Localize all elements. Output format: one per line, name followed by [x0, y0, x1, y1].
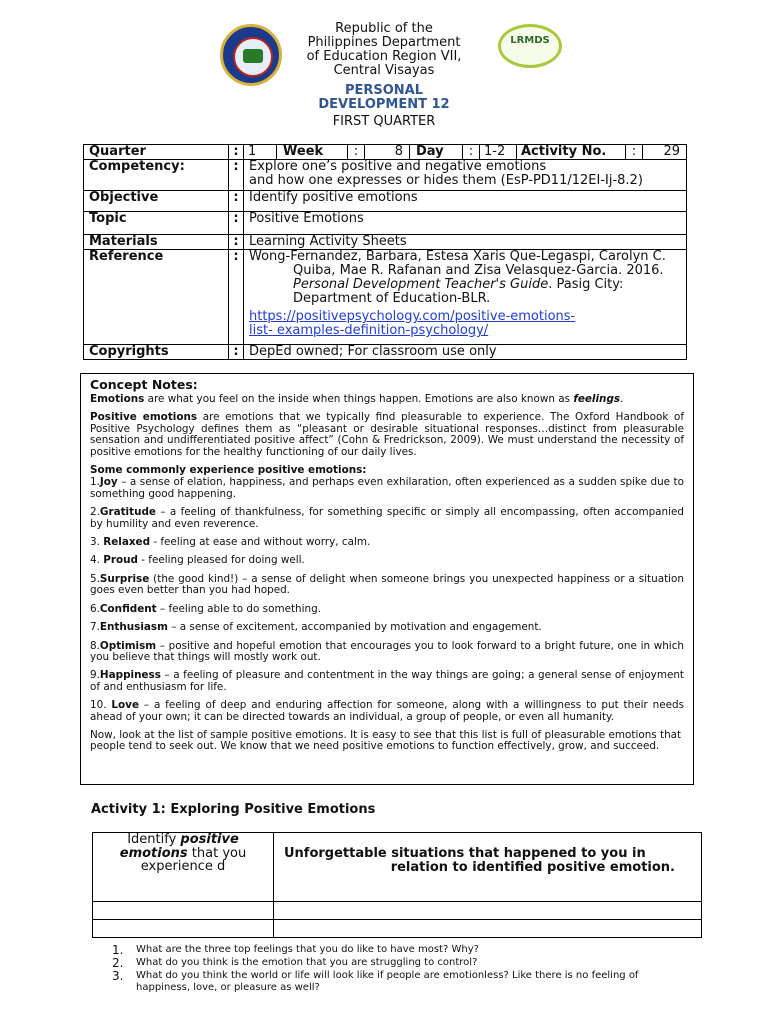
copyrights-label: Copyrights — [84, 345, 229, 360]
header-line: of Education Region VII, — [306, 49, 462, 64]
concept-closing: Now, look at the list of sample positive emotions. It is easy to see that this list is full of pleasurable emotions that people tend to seek out. We know that we need positive emotions to function effectively, grow, and succeed. — [90, 728, 682, 753]
seal-inner-icon — [233, 37, 273, 77]
quarter-row-values — [244, 145, 687, 160]
item-term: Confident — [99, 602, 157, 615]
colon: : — [229, 145, 244, 160]
list-item — [90, 670, 684, 693]
topic-label: Topic — [84, 212, 229, 235]
week-label: Week — [277, 145, 348, 159]
table-row — [244, 145, 686, 159]
reference-label: Reference — [84, 250, 229, 345]
question-number: 2. — [112, 956, 124, 970]
emotion-answer-cell[interactable] — [93, 920, 274, 938]
lesson-info-table — [83, 144, 687, 360]
competency-line: Explore one’s positive and negative emotions — [249, 159, 547, 174]
item-term: Relaxed — [103, 536, 151, 549]
table-row — [84, 345, 687, 360]
item-number: 2. — [90, 506, 100, 519]
colon: : — [626, 145, 643, 159]
quarter-heading: FIRST QUARTER — [332, 114, 436, 129]
list-item — [90, 700, 684, 723]
item-number: 7. — [90, 621, 100, 634]
colon: : — [229, 212, 244, 235]
competency-line: and how one expresses or hides them (EsP-PD11/12EI-Ij-8.2) — [249, 173, 643, 188]
concept-notes-title: Concept Notes: — [90, 377, 198, 392]
reference-link[interactable]: https://positivepsychology.com/positive-emotions- — [249, 309, 576, 324]
item-number: 10. — [90, 699, 112, 712]
table-row — [84, 212, 687, 235]
item-term: Optimism — [99, 639, 157, 652]
term: positive emotions — [119, 832, 239, 861]
deped-seal-logo — [220, 24, 282, 86]
item-number: 1. — [90, 476, 100, 489]
item-text: – a sense of excitement, accompanied by motivation and engagement. — [167, 621, 542, 634]
list-item — [112, 970, 672, 994]
situation-answer-cell[interactable] — [274, 920, 702, 938]
question-text: What do you think the world or life will look like if people are emotionless? Like there is no feeling of happiness, love, or pleasure as well? — [136, 970, 639, 993]
header-line: Unforgettable situations that happened to you in — [284, 846, 646, 861]
subject-title-line: DEVELOPMENT 12 — [318, 97, 450, 112]
colon: : — [229, 250, 244, 345]
question-text: What are the three top feelings that you do like to have most? Why? — [136, 944, 479, 955]
activity-number-value: 29 — [663, 144, 680, 159]
item-number: 5. — [90, 572, 100, 585]
day-value: 1-2 — [480, 145, 517, 159]
list-item — [112, 944, 672, 956]
quarter-subtable — [244, 145, 686, 159]
reference-line: Quiba, Mae R. Rafanan and Zisa Velasquez-Garcia. 2016. — [293, 263, 664, 278]
item-number: 6. — [90, 602, 100, 615]
activity-header-situation — [274, 833, 702, 902]
header-line: Philippines Department — [307, 35, 461, 50]
reference-line: Wong-Fernandez, Barbara, Estesa Xaris Que-Legaspi, Carolyn C. — [249, 249, 666, 264]
list-heading: Some commonly experience positive emotions: — [90, 464, 367, 477]
positive-emotions-definition — [90, 412, 684, 458]
question-number: 1. — [112, 943, 124, 957]
table-row — [84, 145, 687, 160]
header-line: Republic of the — [335, 21, 433, 36]
emotion-answer-cell[interactable] — [93, 902, 274, 920]
colon: : — [229, 191, 244, 212]
reference-line-group — [249, 278, 681, 292]
item-term: Enthusiasm — [99, 621, 168, 634]
list-item — [90, 641, 684, 664]
header-line: Central Visayas — [333, 63, 435, 78]
materials-label: Materials — [84, 235, 229, 250]
list-item — [112, 957, 672, 969]
item-term: Gratitude — [99, 506, 156, 519]
list-item — [90, 622, 684, 633]
seal-mark-icon — [243, 49, 263, 63]
header-line: relation to identified positive emotion. — [390, 860, 675, 875]
item-text: – a feeling of thankfulness, for something specific or simply all encompassing, often accompanied by humility and even reverence. — [90, 506, 684, 530]
text: are emotions that we typically find pleasurable to experience. The Oxford Handbook of Positive Psychology defines them as “pleasant or desirable situational responses…distinct from pleasurable sensation and undifferentiated positive affect” (Cohn & Fredrickson, 2009). We must understand the necessity of positive emotions for the healthy functioning of our daily lives. — [90, 411, 684, 458]
subject-title-line: PERSONAL — [344, 83, 424, 98]
activity-table — [92, 832, 702, 938]
item-text: - feeling at ease and without worry, calm. — [150, 536, 371, 549]
item-text: (the good kind!) – a sense of delight when someone brings you unexpected happiness or a situation goes even better than you had hoped. — [90, 572, 684, 597]
item-text: - feeling pleased for doing well. — [137, 554, 305, 567]
colon: : — [348, 145, 365, 159]
list-item — [90, 477, 684, 500]
table-row — [93, 920, 702, 938]
text: Identify — [127, 832, 181, 847]
term: Emotions — [90, 393, 145, 405]
header-agency — [284, 22, 484, 78]
text: that you experience d — [140, 845, 247, 874]
reference-book-title: Personal Development Teacher's Guide — [293, 277, 549, 292]
lrmds-logo-text: LRMDS — [510, 35, 550, 46]
concept-intro — [90, 394, 684, 405]
quarter-label: Quarter — [84, 145, 229, 160]
item-number: 4. — [90, 554, 104, 567]
item-term: Proud — [103, 554, 138, 567]
colon: : — [229, 160, 244, 191]
colon: : — [463, 145, 480, 159]
item-number: 9. — [90, 669, 100, 682]
item-text: – a feeling of deep and enduring affection for someone, along with a willingness to put their needs ahead of your own; it can be directed towards an individual, a group of people, or even all humanity. — [90, 699, 684, 723]
text: . — [620, 393, 624, 405]
list-item — [90, 507, 684, 530]
item-number: 8. — [90, 639, 100, 652]
activity-number-label: Activity No. — [517, 145, 626, 159]
item-text: – feeling able to do something. — [156, 602, 321, 615]
reference-publisher: . Pasig City: — [548, 277, 624, 292]
reference-link[interactable]: list- — [249, 323, 273, 338]
item-text: – a feeling of pleasure and contentment in the way things are going; a general sense of enjoyment of and enthusiasm for life. — [90, 669, 684, 693]
competency-label: Competency: — [84, 160, 229, 191]
day-label: Day — [410, 145, 463, 159]
question-text: What do you think is the emotion that you are struggling to control? — [136, 957, 478, 968]
table-row — [84, 191, 687, 212]
materials-value: Learning Activity Sheets — [244, 235, 687, 250]
term: feelings — [573, 393, 621, 405]
term: Positive emotions — [90, 411, 198, 424]
item-text: – a sense of elation, happiness, and perhaps even exhilaration, often experienced as a sudden spike due to something good happening. — [90, 476, 684, 500]
table-row — [84, 250, 687, 345]
list-item — [90, 604, 684, 615]
reference-line: Department of Education-BLR. — [293, 291, 491, 306]
question-number: 3. — [112, 969, 124, 983]
situation-answer-cell[interactable] — [274, 902, 702, 920]
colon: : — [229, 345, 244, 360]
table-row — [84, 235, 687, 250]
item-term: Joy — [99, 476, 118, 489]
competency-value — [244, 160, 687, 191]
activity-title: Activity 1: Exploring Positive Emotions — [91, 802, 376, 817]
quarter-value: 1 — [244, 145, 277, 159]
item-term: Love — [111, 699, 139, 712]
item-term: Happiness — [99, 669, 161, 682]
table-row — [84, 160, 687, 191]
concept-notes-box — [80, 373, 694, 785]
text: are what you feel on the inside when things happen. Emotions are also known as — [144, 393, 574, 405]
list-item — [90, 537, 684, 548]
reflection-questions — [112, 944, 672, 995]
reference-value — [244, 250, 687, 345]
lrmds-logo — [498, 24, 562, 68]
item-term: Surprise — [99, 572, 150, 585]
item-text: – positive and hopeful emotion that encourages you to look forward to a bright future, one in which you believe that things will mostly work out. — [90, 639, 684, 663]
topic-value: Positive Emotions — [244, 212, 687, 235]
colon: : — [229, 235, 244, 250]
reference-link[interactable]: examples-definition-psychology/ — [272, 323, 489, 338]
list-item — [90, 574, 684, 597]
objective-label: Objective — [84, 191, 229, 212]
list-item — [90, 555, 684, 566]
activity-header-emotion — [93, 833, 274, 902]
item-number: 3. — [90, 536, 104, 549]
objective-value: Identify positive emotions — [244, 191, 687, 212]
copyrights-value: DepEd owned; For classroom use only — [244, 345, 687, 360]
subject-title — [284, 84, 484, 112]
table-row — [93, 833, 702, 902]
table-row — [93, 902, 702, 920]
week-value: 8 — [365, 145, 410, 159]
